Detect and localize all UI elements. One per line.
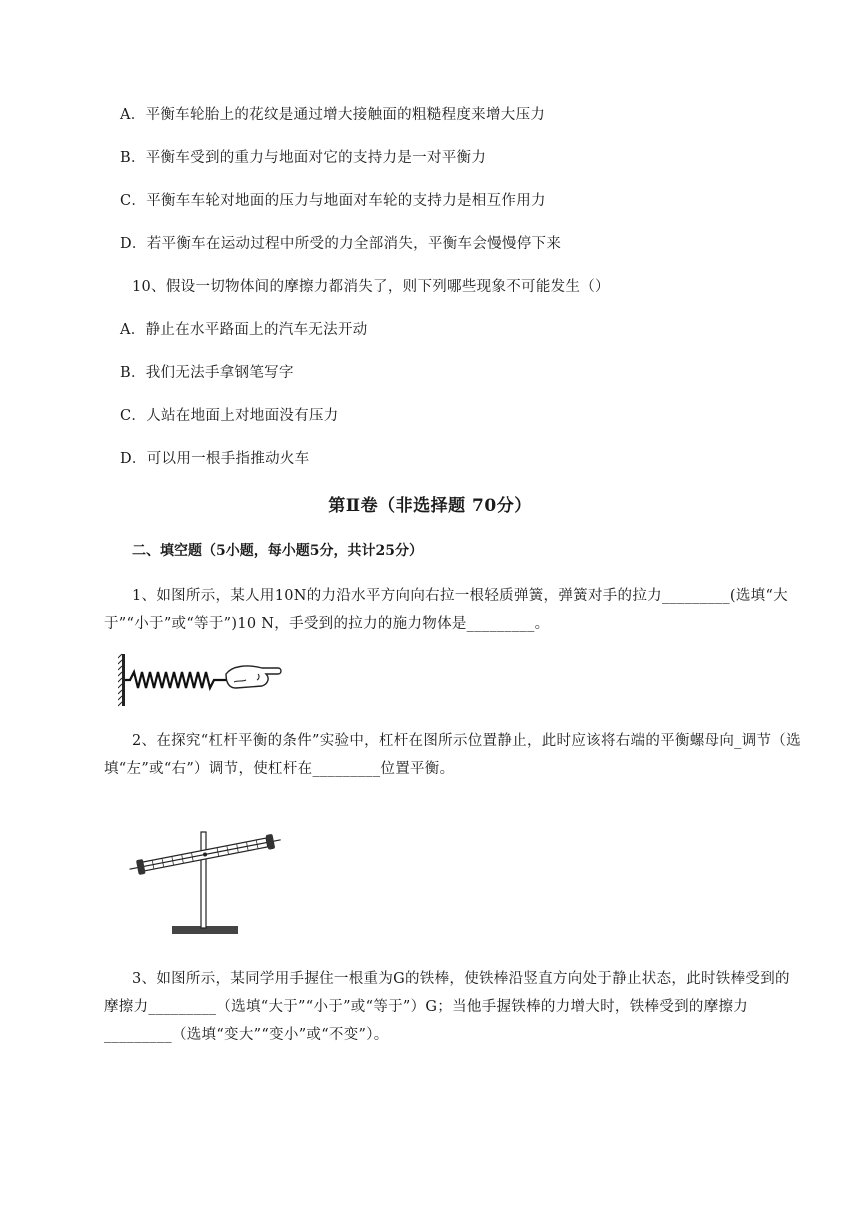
q9-option-b: B．平衡车受到的重力与地面对它的支持力是一对平衡力 [120,150,487,166]
q10-option-c: C．人站在地面上对地面没有压力 [120,408,339,424]
fill-question-3: 3、如图所示，某同学用手握住一根重为G的铁棒，使铁棒沿竖直方向处于静止状态，此时铁棒受到的摩擦力_________（选填“大于”“小于”或“等于”）G；当他手握铁棒的力增大时，铁棒受到的摩擦力_________（选填“变大”“变小”或“不变”）。 [104,971,790,1043]
q10-stem: 10、假设一切物体间的摩擦力都消失了，则下列哪些现象不可能发生（） [132,279,610,295]
q10-option-d: D．可以用一根手指推动火车 [120,451,310,467]
section-title: 第Ⅱ卷（非选择题 70分） [328,496,532,516]
fill-question-2: 2、在探究“杠杆平衡的条件”实验中，杠杆在图所示位置静止，此时应该将右端的平衡螺母向_调节（选填“左”或“右”）调节，使杠杆在_________位置平衡。 [104,733,801,777]
lever-figure [128,828,283,943]
spring-figure [118,652,288,708]
q9-option-d: D．若平衡车在运动过程中所受的力全部消失，平衡车会慢慢停下来 [120,236,562,252]
section-subheading: 二、填空题（5小题，每小题5分，共计25分） [132,543,423,559]
q10-option-b: B．我们无法手拿钢笔写字 [120,365,294,381]
fill-question-1: 1、如图所示，某人用10N的力沿水平方向向右拉一根轻质弹簧，弹簧对手的拉力_________(选填“大于”“小于”或“等于”)10 N，手受到的拉力的施力物体是_________。 [104,588,788,632]
q9-option-a: A．平衡车轮胎上的花纹是通过增大接触面的粗糙程度来增大压力 [120,107,546,123]
q10-option-a: A．静止在水平路面上的汽车无法开动 [120,322,368,338]
q9-option-c: C．平衡车车轮对地面的压力与地面对车轮的支持力是相互作用力 [120,193,546,209]
